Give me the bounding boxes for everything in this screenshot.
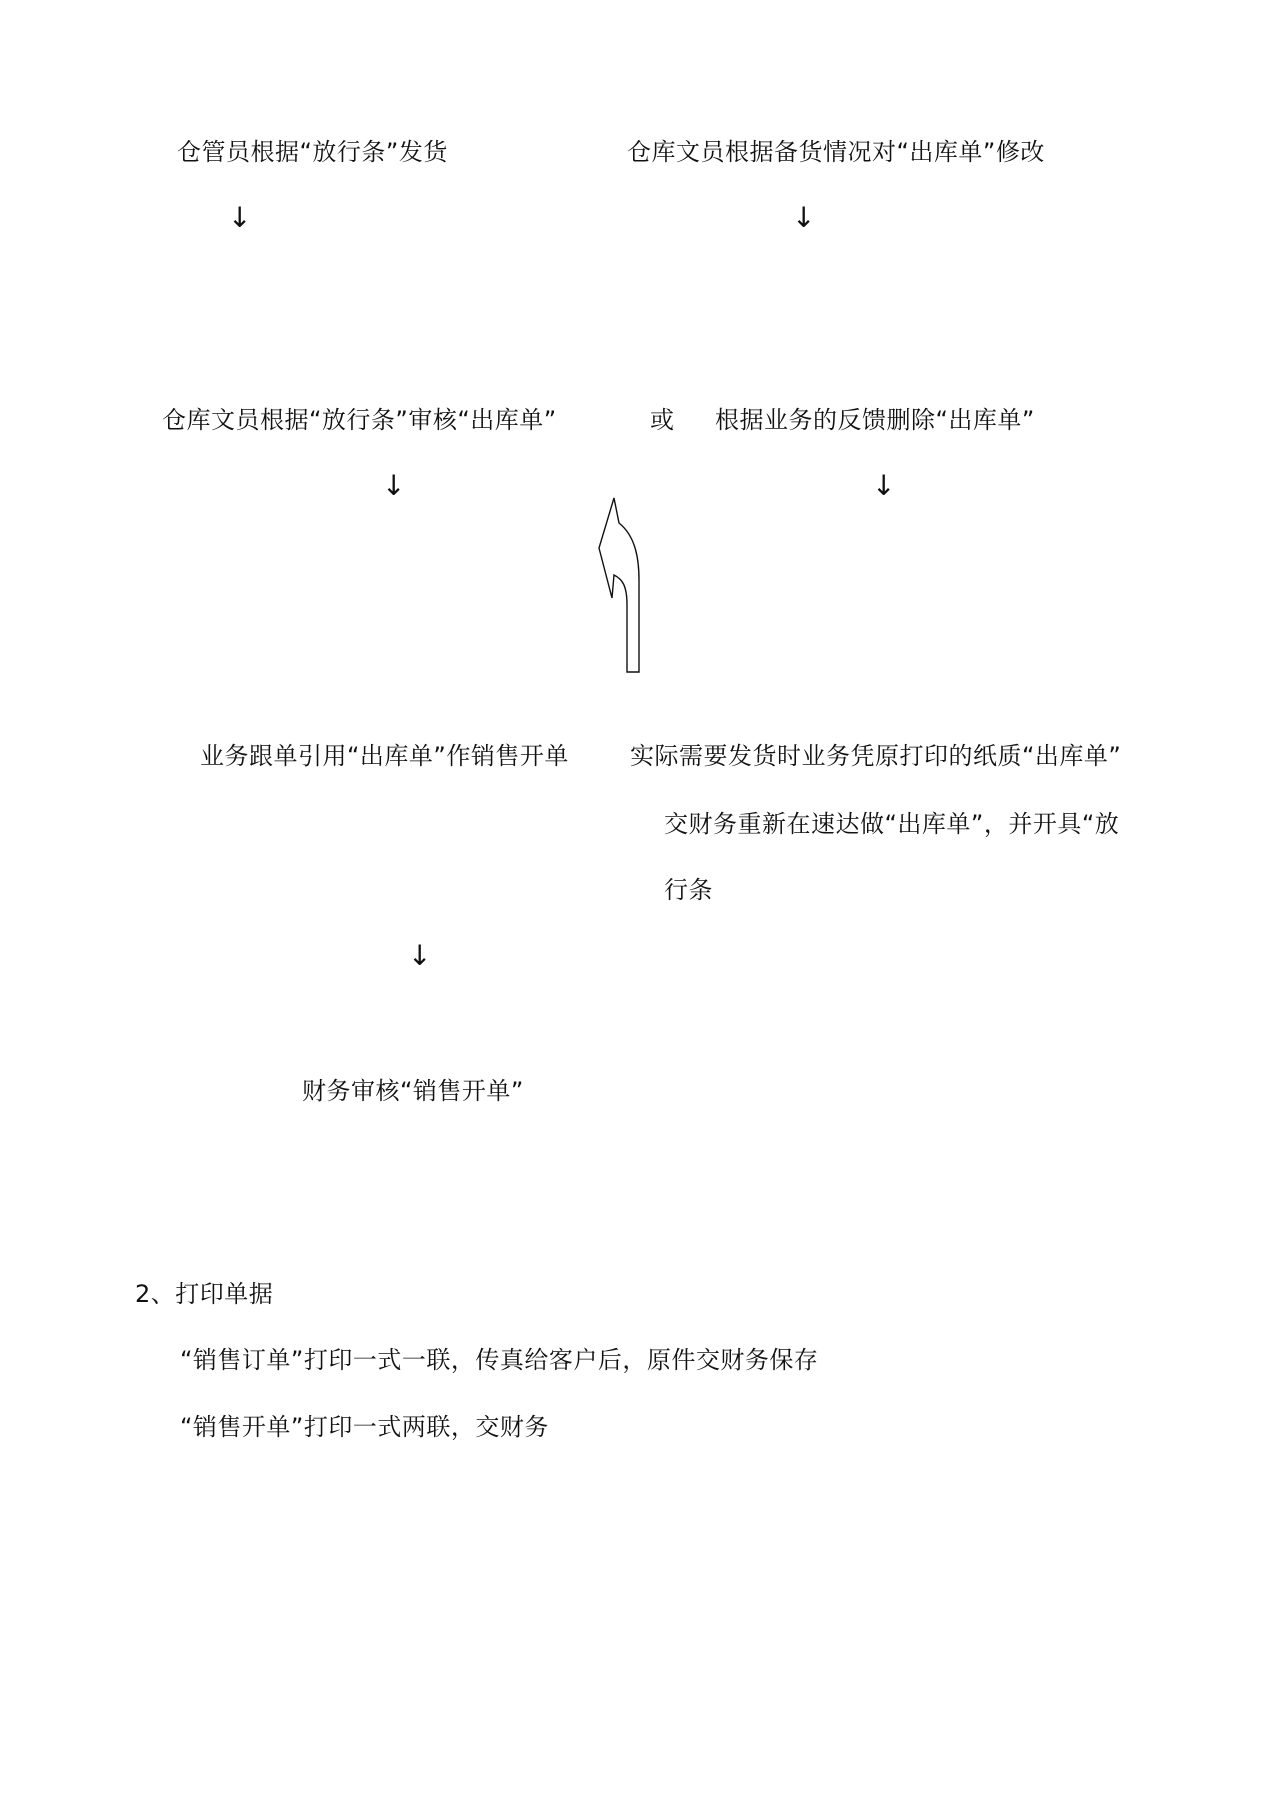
down-arrow-icon: ↓ [792, 201, 816, 234]
print-rule-sales-invoice: “销售开单”打印一式两联，交财务 [180, 1413, 549, 1441]
uturn-up-arrow-icon [592, 495, 642, 675]
section-heading: 2、打印单据 [135, 1280, 274, 1308]
flow-step-finance-review: 财务审核“销售开单” [302, 1077, 524, 1105]
flow-or-label: 或 [650, 406, 675, 434]
flow-step-actual-shipment-line2: 交财务重新在速达做“出库单”，并开具“放 [664, 810, 1120, 838]
print-rule-sales-order: “销售订单”打印一式一联，传真给客户后，原件交财务保存 [180, 1346, 819, 1374]
down-arrow-icon: ↓ [228, 201, 252, 234]
flow-step-delete-order: 根据业务的反馈删除“出库单” [715, 406, 1035, 434]
down-arrow-icon: ↓ [872, 469, 896, 502]
down-arrow-icon: ↓ [408, 939, 432, 972]
flow-step-actual-shipment-line1: 实际需要发货时业务凭原打印的纸质“出库单” [630, 742, 1122, 770]
down-arrow-icon: ↓ [382, 469, 406, 502]
flow-step-warehouse-ship: 仓管员根据“放行条”发货 [177, 138, 448, 166]
flow-step-actual-shipment-line3: 行条 [664, 876, 713, 904]
flow-step-clerk-review: 仓库文员根据“放行条”审核“出库单” [162, 406, 557, 434]
flow-step-clerk-modify: 仓库文员根据备货情况对“出库单”修改 [627, 138, 1045, 166]
flow-step-sales-invoice: 业务跟单引用“出库单”作销售开单 [200, 742, 569, 770]
